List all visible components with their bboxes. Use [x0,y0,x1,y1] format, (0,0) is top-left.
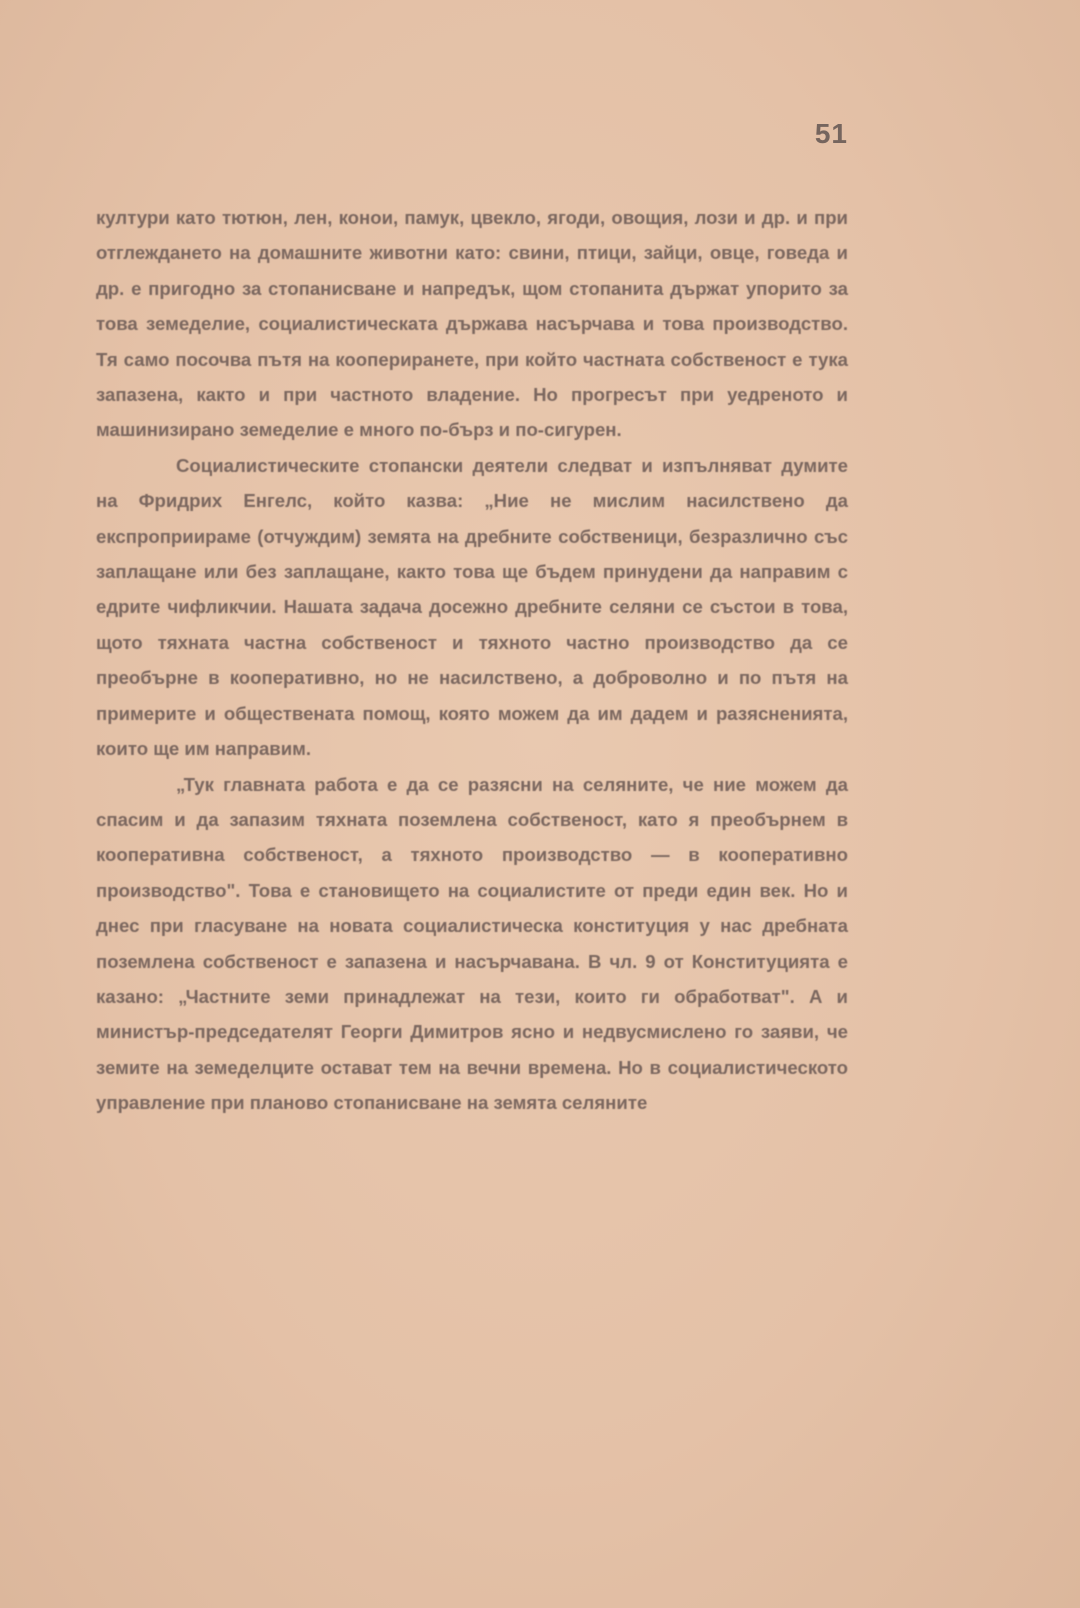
paragraph-3: „Тук главната работа е да се разясни на селяните, че ние можем да спасим и да запазим тяхната поземлена собственост, като я преобърнем в кооперативна собственост, а тяхното производство — в кооперативно производство". Това е становището на социалистите от преди един век. Но и днес при гласуване на новата социалистическа конституция у нас дребната поземлена собственост е запазена и насърчавана. В чл. 9 от Конституцията е казано: „Частните земи принадлежат на тези, които ги обработват". А и министър-председателят Георги Димитров ясно и недвусмислено го заяви, че земите на земеделците остават тем на вечни времена. Но в социалистическото управление при планово стопанисване на земята селяните [96,773,848,1114]
body-text [96,200,848,1121]
page-number: 51 [814,118,848,149]
paragraph-1: култури като тютюн, лен, конои, памук, цвекло, ягоди, овощия, лози и др. и при отглеждането на домашните животни като: свини, птици, зайци, овце, говеда и др. е пригодно за стопанисване и напредък, щом стопанита държат упорито за това земеделие, социалистическата държава насърчава и това производство. Тя само посочва пътя на коопериранете, при който частната собственост е тука запазена, както и при частното владение. Но прогресът при уедреното и машинизирано земеделие е много по-бърз и по-сигурен. [96,207,848,441]
paragraph-2: Социалистическите стопански деятели следват и изпълняват думите на Фридрих Енгелс, който казва: „Ние не мислим насилствено да експроприираме (отчуждим) земята на дребните собственици, безразлично със заплащане или без заплащане, както това ще бъдем принудени да направим с едрите чифликчии. Нашата задача досежно дребните селяни се състои в това, щото тяхната частна собственост и тяхното частно производство да се преобърне в кооперативно, но не насилствено, а доброволно и по пътя на примерите и обществената помощ, която можем да им дадем и разясненията, които ще им направим. [96,454,848,760]
